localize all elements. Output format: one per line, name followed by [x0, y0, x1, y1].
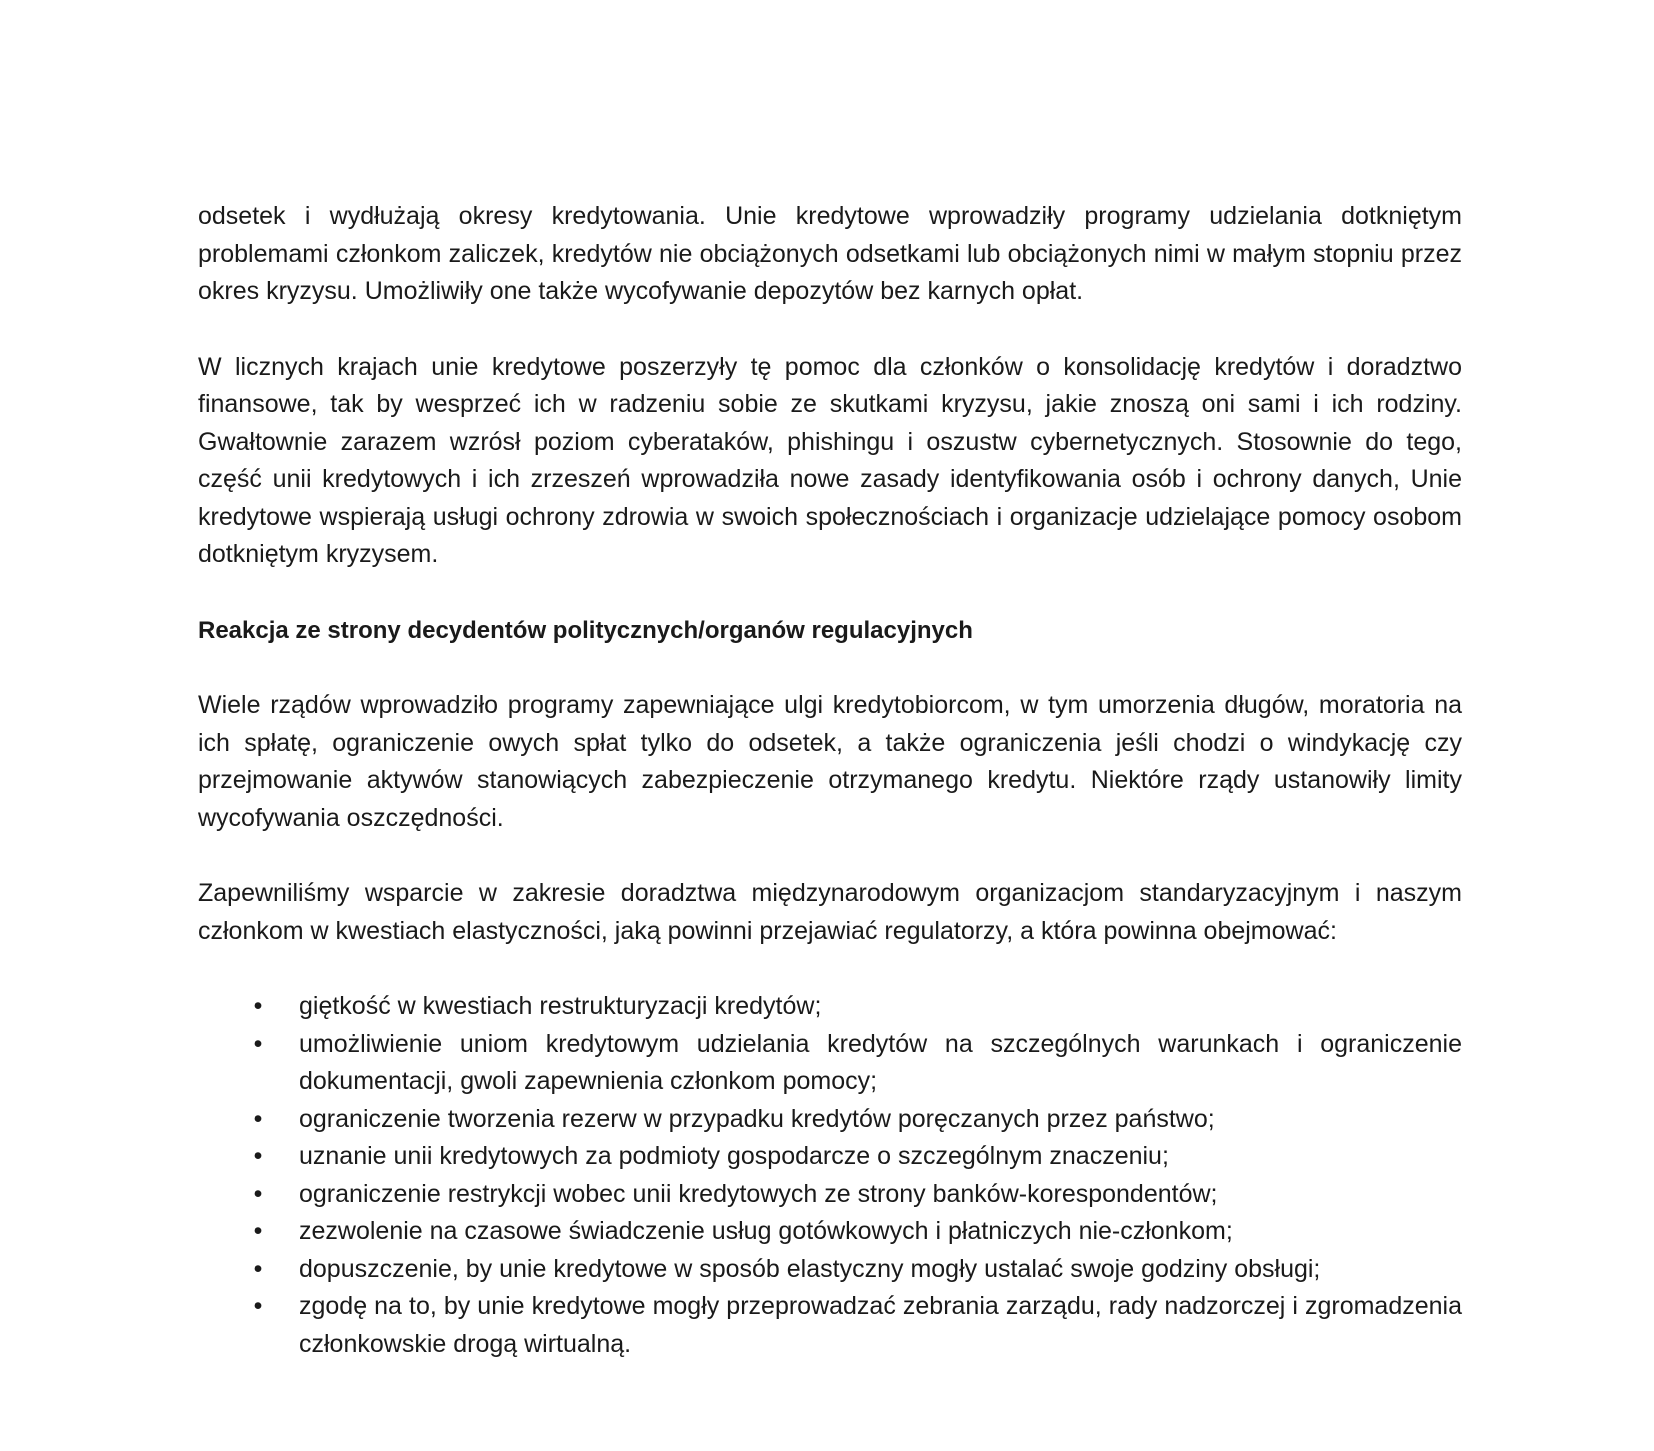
- list-item-text: giętkość w kwestiach restrukturyzacji kredytów;: [299, 992, 822, 1020]
- section-heading: Reakcja ze strony decydentów politycznych/organów regulacyjnych: [198, 616, 973, 644]
- paragraph-2: W licznych krajach unie kredytowe poszerzyły tę pomoc dla członków o konsolidację kredytów i doradztwo finansowe, tak by wesprzeć ich w radzeniu sobie ze skutkami kryzysu, jakie znoszą oni sami i ich rodziny. Gwałtownie zarazem wzrósł poziom cyberataków, phishingu i oszustw cybernetycznych. Stosownie do tego, część unii kredytowych i ich zrzeszeń wprowadziła nowe zasady identyfikowania osób i ochrony danych, Unie kredytowe wspierają usługi ochrony zdrowia w swoich społecznościach i organizacje udzielające pomocy osobom dotkniętym kryzysem.: [198, 352, 1462, 568]
- document-body: [198, 198, 1462, 1363]
- list-item: [198, 1288, 1462, 1363]
- list-item: [198, 988, 1462, 1026]
- list-item-text: zezwolenie na czasowe świadczenie usług gotówkowych i płatniczych nie-członkom;: [299, 1217, 1233, 1245]
- bullet-icon: •: [253, 1292, 263, 1320]
- list-item: [198, 1213, 1462, 1251]
- list-item: [198, 1138, 1462, 1176]
- list-item: [198, 1176, 1462, 1214]
- paragraph-4: Zapewniliśmy wsparcie w zakresie doradztwa międzynarodowym organizacjom standaryzacyjnym i naszym członkom w kwestiach elastyczności, jaką powinni przejawiać regulatorzy, a która powinna obejmować:: [198, 879, 1462, 945]
- list-item-text: ograniczenie restrykcji wobec unii kredytowych ze strony banków-korespondentów;: [299, 1179, 1218, 1208]
- bullet-icon: •: [253, 1254, 263, 1283]
- list-item-text: dopuszczenie, by unie kredytowe w sposób elastyczny mogły ustalać swoje godziny obsługi;: [299, 1254, 1321, 1283]
- list-item-text: uznanie unii kredytowych za podmioty gospodarcze o szczególnym znaczeniu;: [299, 1142, 1169, 1170]
- list-item: [198, 1251, 1462, 1289]
- bullet-icon: •: [253, 1142, 263, 1170]
- bullet-icon: •: [253, 1179, 263, 1208]
- paragraph-1: odsetek i wydłużają okresy kredytowania. Unie kredytowe wprowadziły programy udzielania dotkniętym problemami członkom zaliczek, kredytów nie obciążonych odsetkami lub obciążonych nimi w małym stopniu przez okres kryzysu. Umożliwiły one także wycofywanie depozytów bez karnych opłat.: [198, 202, 1462, 305]
- list-item-text: umożliwienie uniom kredytowym udzielania kredytów na szczególnych warunkach i ograniczenie dokumentacji, gwoli zapewnienia członkom pomocy;: [299, 1029, 1462, 1095]
- list-item: [198, 1026, 1462, 1101]
- list-item-text: zgodę na to, by unie kredytowe mogły przeprowadzać zebrania zarządu, rady nadzorczej i zgromadzenia członkowskie drogą wirtualną.: [299, 1292, 1462, 1358]
- bullet-icon: •: [253, 1217, 263, 1245]
- bullet-icon: •: [253, 992, 263, 1020]
- paragraph-3: Wiele rządów wprowadziło programy zapewniające ulgi kredytobiorcom, w tym umorzenia długów, moratoria na ich spłatę, ograniczenie owych spłat tylko do odsetek, a także ograniczenia jeśli chodzi o windykację czy przejmowanie aktywów stanowiących zabezpieczenie otrzymanego kredytu. Niektóre rządy ustanowiły limity wycofywania oszczędności.: [198, 691, 1462, 832]
- list-item: [198, 1101, 1462, 1139]
- bullet-icon: •: [253, 1029, 263, 1058]
- list-item-text: ograniczenie tworzenia rezerw w przypadku kredytów poręczanych przez państwo;: [299, 1104, 1215, 1133]
- bullet-icon: •: [253, 1104, 263, 1133]
- bullet-list: [198, 988, 1462, 1363]
